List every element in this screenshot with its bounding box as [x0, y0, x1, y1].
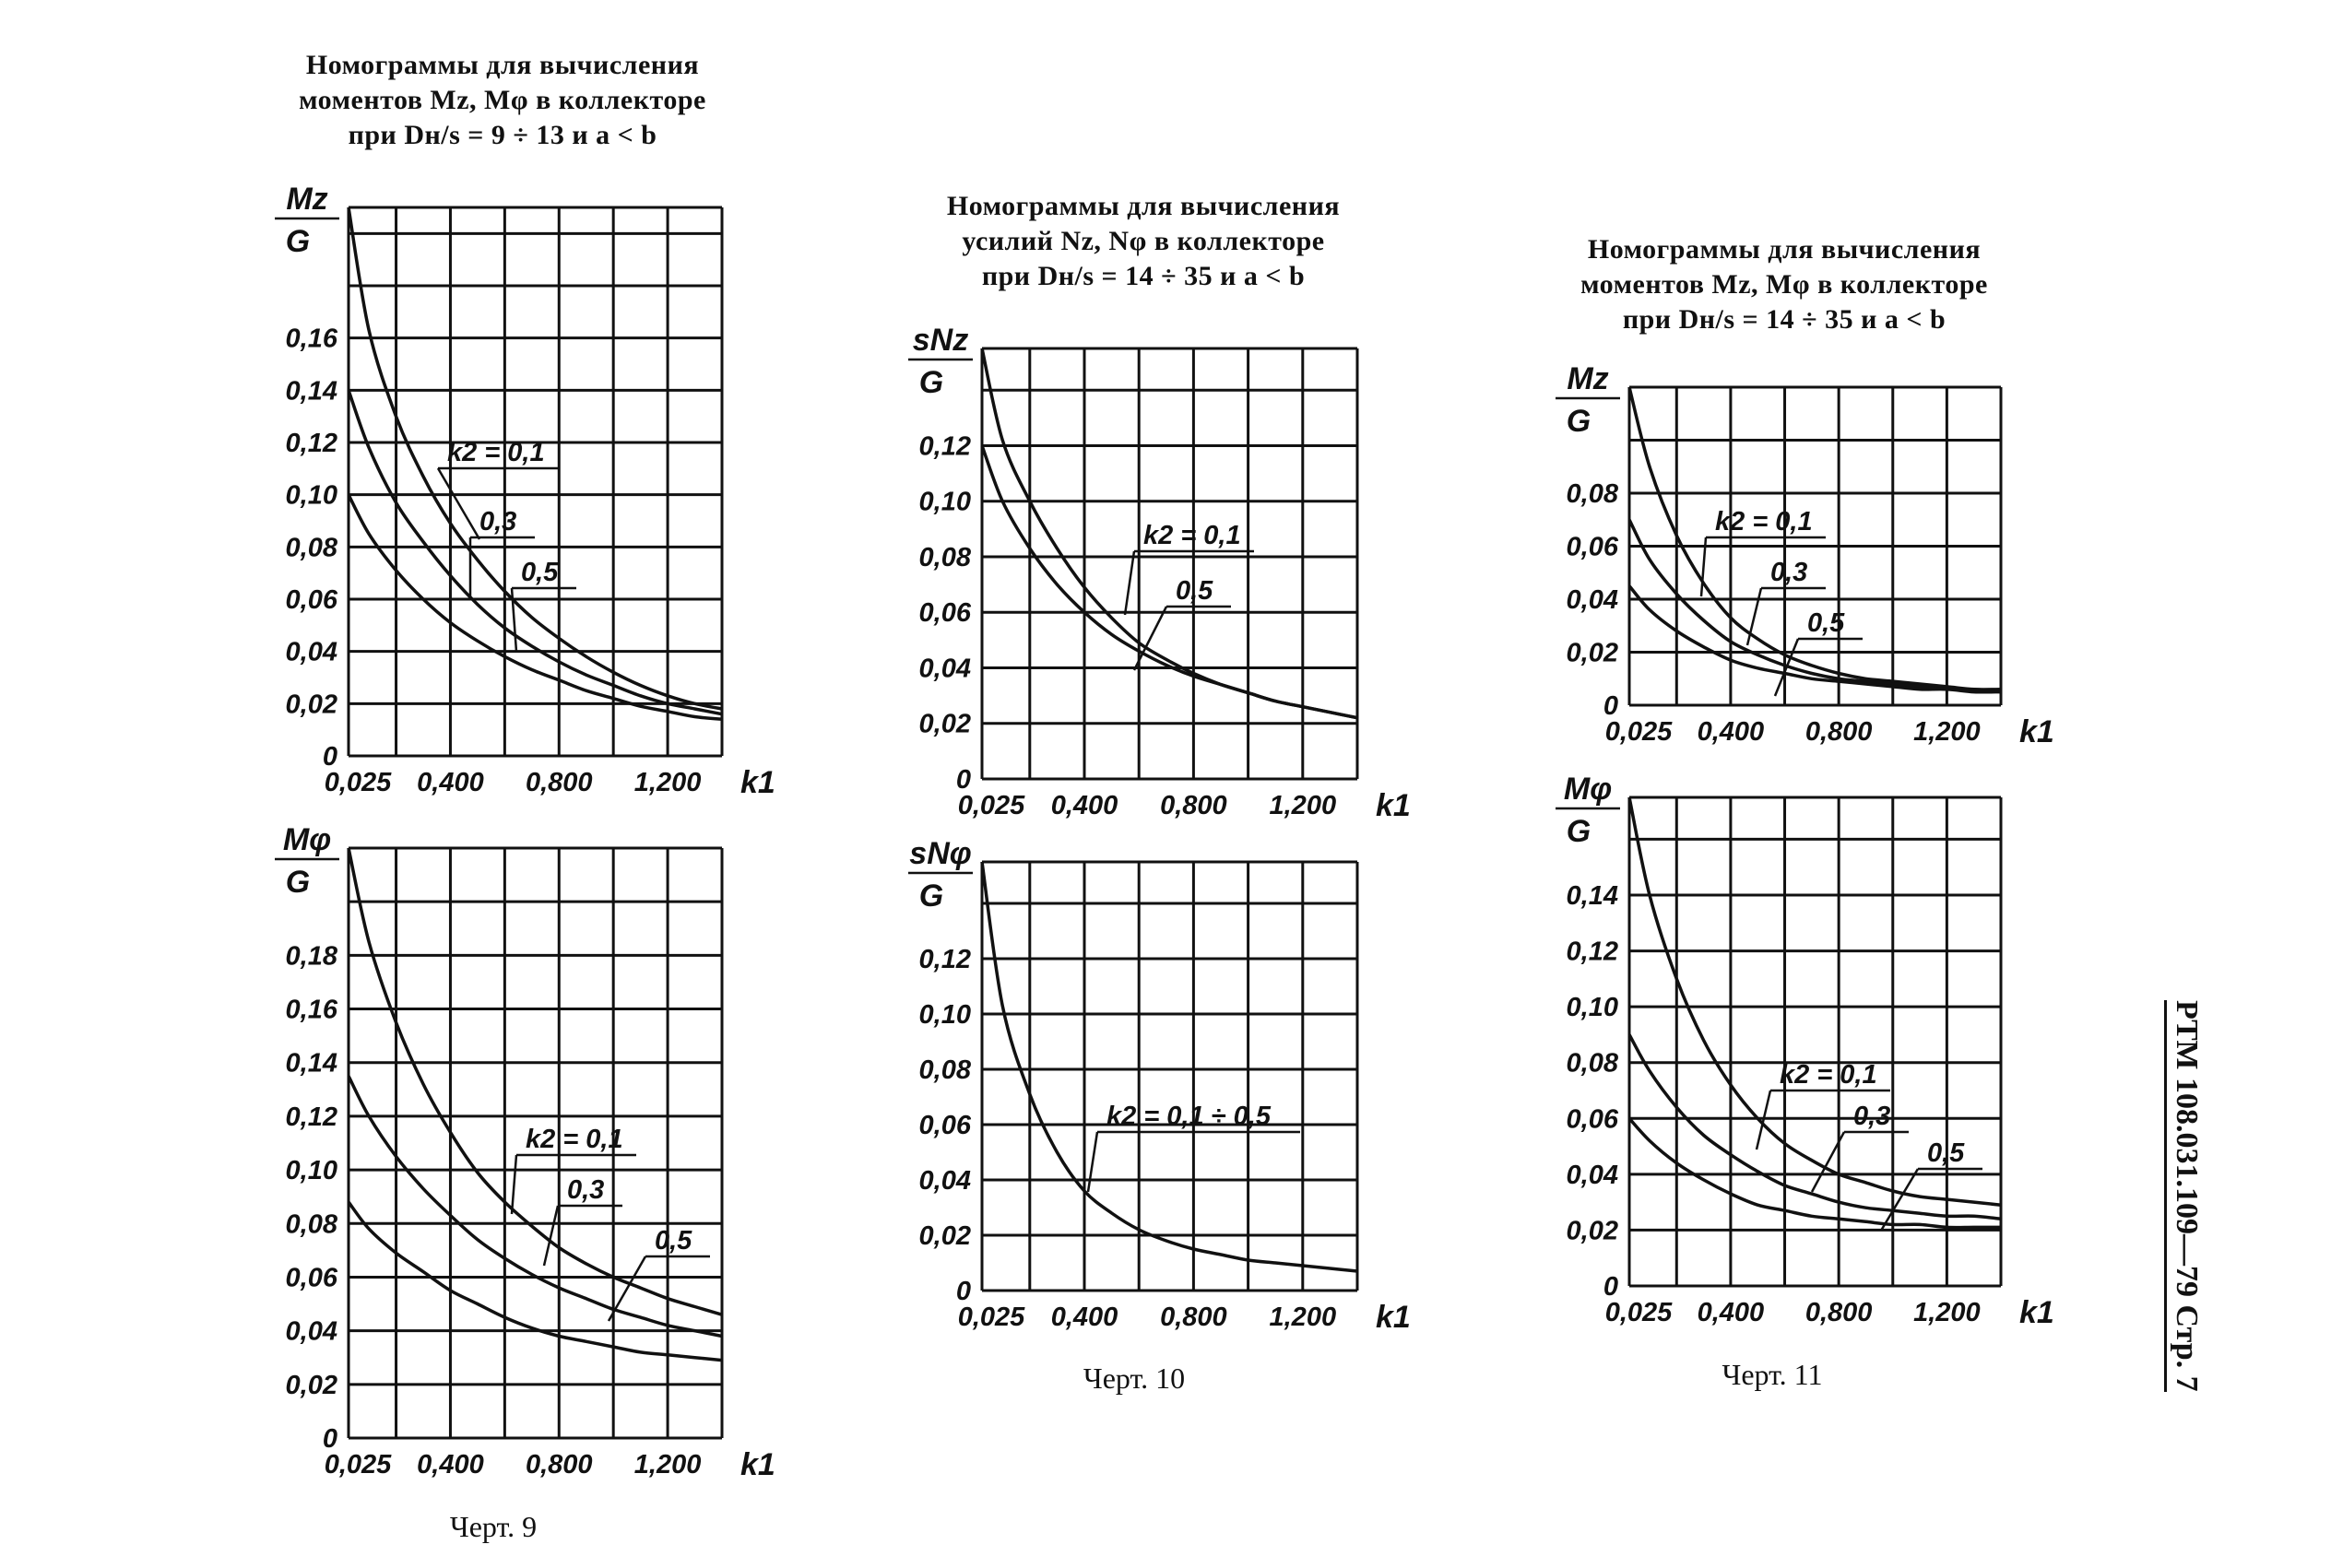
y-tick-label: 0,10	[918, 1000, 971, 1030]
y-tick-label: 0	[955, 1277, 971, 1306]
y-axis-label: Mφ	[1563, 772, 1613, 807]
curve-label: 0,5	[521, 558, 559, 587]
curve-label: k2 = 0,1 ÷ 0,5	[1106, 1102, 1271, 1131]
title-line: при Dн/s = 14 ÷ 35 и a < b	[981, 261, 1306, 291]
x-tick-label: 0,800	[1160, 1303, 1227, 1332]
title-line: моментов Mz, Mφ в коллекторе	[299, 85, 706, 115]
title-line: моментов Mz, Mφ в коллекторе	[1580, 269, 1988, 300]
curve-label: k2 = 0,1	[1715, 507, 1813, 536]
y-tick-label: 0,02	[1566, 1216, 1618, 1246]
y-axis-label: G	[1566, 404, 1591, 439]
x-tick-label: 0,400	[417, 768, 484, 797]
y-tick-label: 0,14	[285, 376, 337, 407]
y-tick-label: 0,06	[285, 585, 337, 615]
y-axis-label: G	[918, 878, 944, 914]
y-tick-label: 0	[322, 1424, 337, 1454]
x-tick-label: 0,400	[1050, 791, 1118, 820]
y-tick-label: 0,08	[1566, 1048, 1618, 1079]
title-line: при Dн/s = 9 ÷ 13 и a < b	[348, 120, 657, 150]
curve-label: 0,3	[1770, 558, 1808, 587]
y-tick-label: 0,12	[918, 431, 971, 462]
x-tick-label: 0,400	[1697, 1298, 1765, 1327]
title-line: Номограммы для вычисления	[1587, 234, 1982, 265]
x-axis-label: k1	[1376, 788, 1411, 823]
x-tick-label: 0,800	[1804, 717, 1873, 747]
y-tick-label: 0,10	[918, 487, 971, 517]
curve-label: k2 = 0,1	[526, 1125, 623, 1154]
y-tick-label: 0,14	[285, 1048, 337, 1079]
x-axis-label: k1	[2019, 714, 2054, 749]
caption-chart-10: Черт. 10	[1083, 1362, 1186, 1395]
x-tick-label: 0,025	[324, 768, 392, 797]
y-tick-label: 0,08	[1566, 479, 1618, 509]
y-axis-label: G	[285, 224, 311, 259]
y-tick-label: 0,12	[285, 1102, 337, 1132]
y-tick-label: 0,10	[285, 480, 337, 511]
caption-chart-9: Черт. 9	[449, 1510, 538, 1543]
y-tick-label: 0,02	[1566, 638, 1618, 668]
y-tick-label: 0,08	[285, 1209, 337, 1240]
y-axis-label: sNz	[912, 323, 969, 358]
y-tick-label: 0,02	[918, 709, 971, 739]
x-tick-label: 0,800	[1160, 791, 1227, 820]
y-axis-label: Mφ	[282, 822, 332, 857]
y-tick-label: 0,04	[285, 637, 337, 667]
x-tick-label: 0,025	[1604, 1298, 1673, 1327]
x-tick-label: 0,400	[417, 1450, 484, 1480]
y-tick-label: 0	[1603, 691, 1618, 721]
y-tick-label: 0,06	[1566, 1104, 1618, 1135]
curve-label: 0,5	[1807, 608, 1845, 638]
curve-label: k2 = 0,1	[447, 438, 545, 467]
y-axis-label: Mz	[1567, 361, 1609, 396]
curve-label: 0,5	[1176, 576, 1213, 606]
x-tick-label: 0,025	[957, 791, 1025, 820]
curve-label: 0,5	[1927, 1138, 1965, 1168]
x-tick-label: 1,200	[1269, 1303, 1337, 1332]
x-tick-label: 0,800	[1804, 1298, 1873, 1327]
document-header: РТМ 108.031.109—79 Стр. 7	[2164, 1000, 2204, 1392]
y-tick-label: 0,04	[1566, 585, 1618, 615]
y-tick-label: 0,16	[285, 324, 337, 354]
x-tick-label: 0,800	[525, 768, 593, 797]
title-line: усилий Nz, Nφ в коллекторе	[962, 226, 1325, 256]
x-axis-label: k1	[740, 765, 775, 800]
y-tick-label: 0,12	[1566, 937, 1618, 967]
curve-label: 0,3	[567, 1175, 605, 1205]
y-axis-label: G	[918, 365, 944, 400]
y-tick-label: 0,10	[285, 1156, 337, 1186]
y-tick-label: 0	[322, 742, 337, 772]
y-axis-label: Mz	[286, 182, 328, 217]
y-tick-label: 0,02	[285, 690, 337, 720]
y-tick-label: 0,04	[1566, 1160, 1618, 1190]
y-tick-label: 0,08	[918, 542, 971, 572]
x-tick-label: 1,200	[1913, 1298, 1981, 1327]
x-tick-label: 0,400	[1697, 717, 1765, 747]
caption-chart-11: Черт. 11	[1722, 1358, 1823, 1391]
y-tick-label: 0,04	[918, 1166, 971, 1196]
x-axis-label: k1	[740, 1447, 775, 1482]
title-line: Номограммы для вычисления	[305, 50, 700, 80]
title-line: при Dн/s = 14 ÷ 35 и a < b	[1622, 304, 1946, 335]
x-axis-label: k1	[1376, 1300, 1411, 1335]
curve-label: 0,3	[1853, 1102, 1891, 1131]
y-tick-label: 0,16	[285, 995, 337, 1025]
y-tick-label: 0,08	[285, 533, 337, 563]
curve-label: 0,5	[655, 1226, 692, 1256]
x-tick-label: 1,200	[633, 768, 702, 797]
y-tick-label: 0,02	[285, 1370, 337, 1400]
title-line: Номограммы для вычисления	[946, 191, 1341, 221]
y-axis-label: sNφ	[909, 836, 972, 871]
x-axis-label: k1	[2019, 1295, 2054, 1330]
y-tick-label: 0,18	[285, 941, 337, 972]
x-tick-label: 1,200	[1913, 717, 1981, 747]
x-tick-label: 0,025	[324, 1450, 392, 1480]
y-tick-label: 0,14	[1566, 881, 1618, 911]
y-axis-label: G	[1566, 814, 1591, 849]
y-tick-label: 0,10	[1566, 993, 1618, 1023]
y-tick-label: 0,04	[918, 654, 971, 684]
y-tick-label: 0,06	[285, 1263, 337, 1293]
y-tick-label: 0,06	[1566, 532, 1618, 562]
x-tick-label: 0,800	[525, 1450, 593, 1480]
x-tick-label: 0,025	[1604, 717, 1673, 747]
x-tick-label: 0,400	[1050, 1303, 1118, 1332]
y-tick-label: 0,06	[918, 1111, 971, 1140]
y-tick-label: 0,12	[918, 945, 971, 974]
curve-label: k2 = 0,1	[1780, 1060, 1877, 1090]
curve-label: 0,3	[479, 507, 517, 536]
y-tick-label: 0,04	[285, 1316, 337, 1347]
y-tick-label: 0	[955, 765, 971, 795]
x-tick-label: 0,025	[957, 1303, 1025, 1332]
y-axis-label: G	[285, 865, 311, 900]
curve-label: k2 = 0,1	[1143, 521, 1241, 550]
y-tick-label: 0,02	[918, 1221, 971, 1251]
y-tick-label: 0,12	[285, 429, 337, 458]
y-tick-label: 0,08	[918, 1055, 971, 1085]
x-tick-label: 1,200	[633, 1450, 702, 1480]
x-tick-label: 1,200	[1269, 791, 1337, 820]
y-tick-label: 0	[1603, 1272, 1618, 1302]
curve-label-leader	[1881, 1169, 1918, 1231]
y-tick-label: 0,06	[918, 598, 971, 629]
